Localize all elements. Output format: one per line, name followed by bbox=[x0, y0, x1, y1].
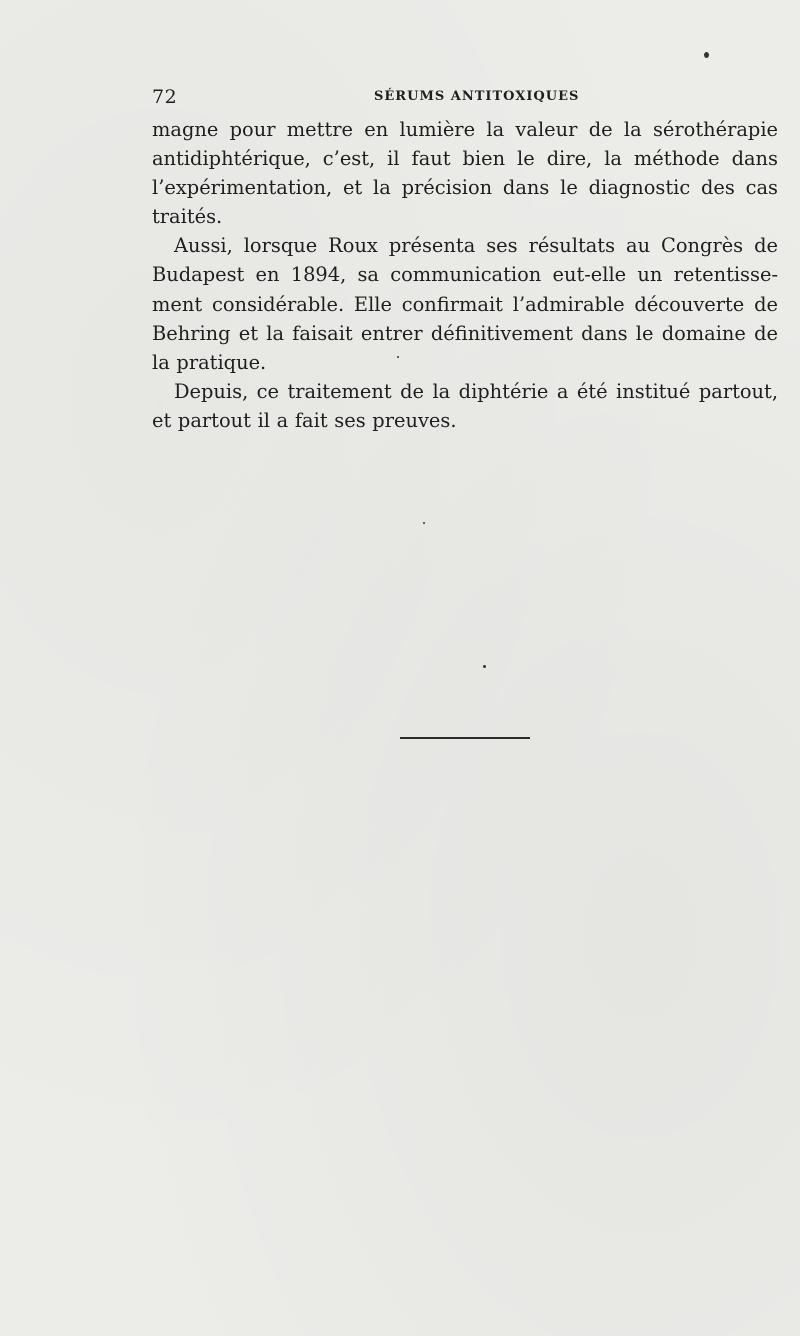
page-header bbox=[152, 86, 782, 108]
text-line: magne pour mettre en lumière la valeur de la sérothérapie bbox=[152, 118, 778, 141]
text-line: ment considérable. Elle confirmait l’admirable découverte de bbox=[152, 292, 778, 316]
text-line: Behring et la faisait entrer définitivement dans le domaine de bbox=[152, 321, 778, 345]
ink-speck bbox=[423, 522, 425, 524]
text-line: Depuis, ce traitement de la diphtérie a été institué partout, bbox=[174, 379, 778, 403]
text-line: l’expérimentation, et la précision dans le diagnostic des cas bbox=[152, 176, 778, 200]
running-head: SÉRUMS ANTITOXIQUES bbox=[374, 89, 580, 104]
body-text bbox=[152, 115, 778, 435]
text-line: la pratique. bbox=[152, 350, 267, 374]
paragraph-2 bbox=[152, 231, 778, 376]
paragraph-3 bbox=[152, 377, 778, 435]
section-end-rule bbox=[400, 737, 530, 739]
ink-speck bbox=[704, 52, 709, 58]
text-line: traités. bbox=[152, 205, 223, 229]
page-number: 72 bbox=[152, 86, 178, 108]
paragraph-1 bbox=[152, 115, 778, 231]
text-line: et partout il a fait ses preuves. bbox=[152, 408, 457, 432]
ink-speck bbox=[483, 665, 486, 668]
ink-speck bbox=[397, 356, 399, 358]
text-line: antidiphtérique, c’est, il faut bien le dire, la méthode dans bbox=[152, 147, 778, 171]
text-line: Budapest en 1894, sa communication eut-elle un retentisse- bbox=[152, 263, 778, 287]
text-line: Aussi, lorsque Roux présenta ses résultats au Congrès de bbox=[174, 234, 778, 258]
